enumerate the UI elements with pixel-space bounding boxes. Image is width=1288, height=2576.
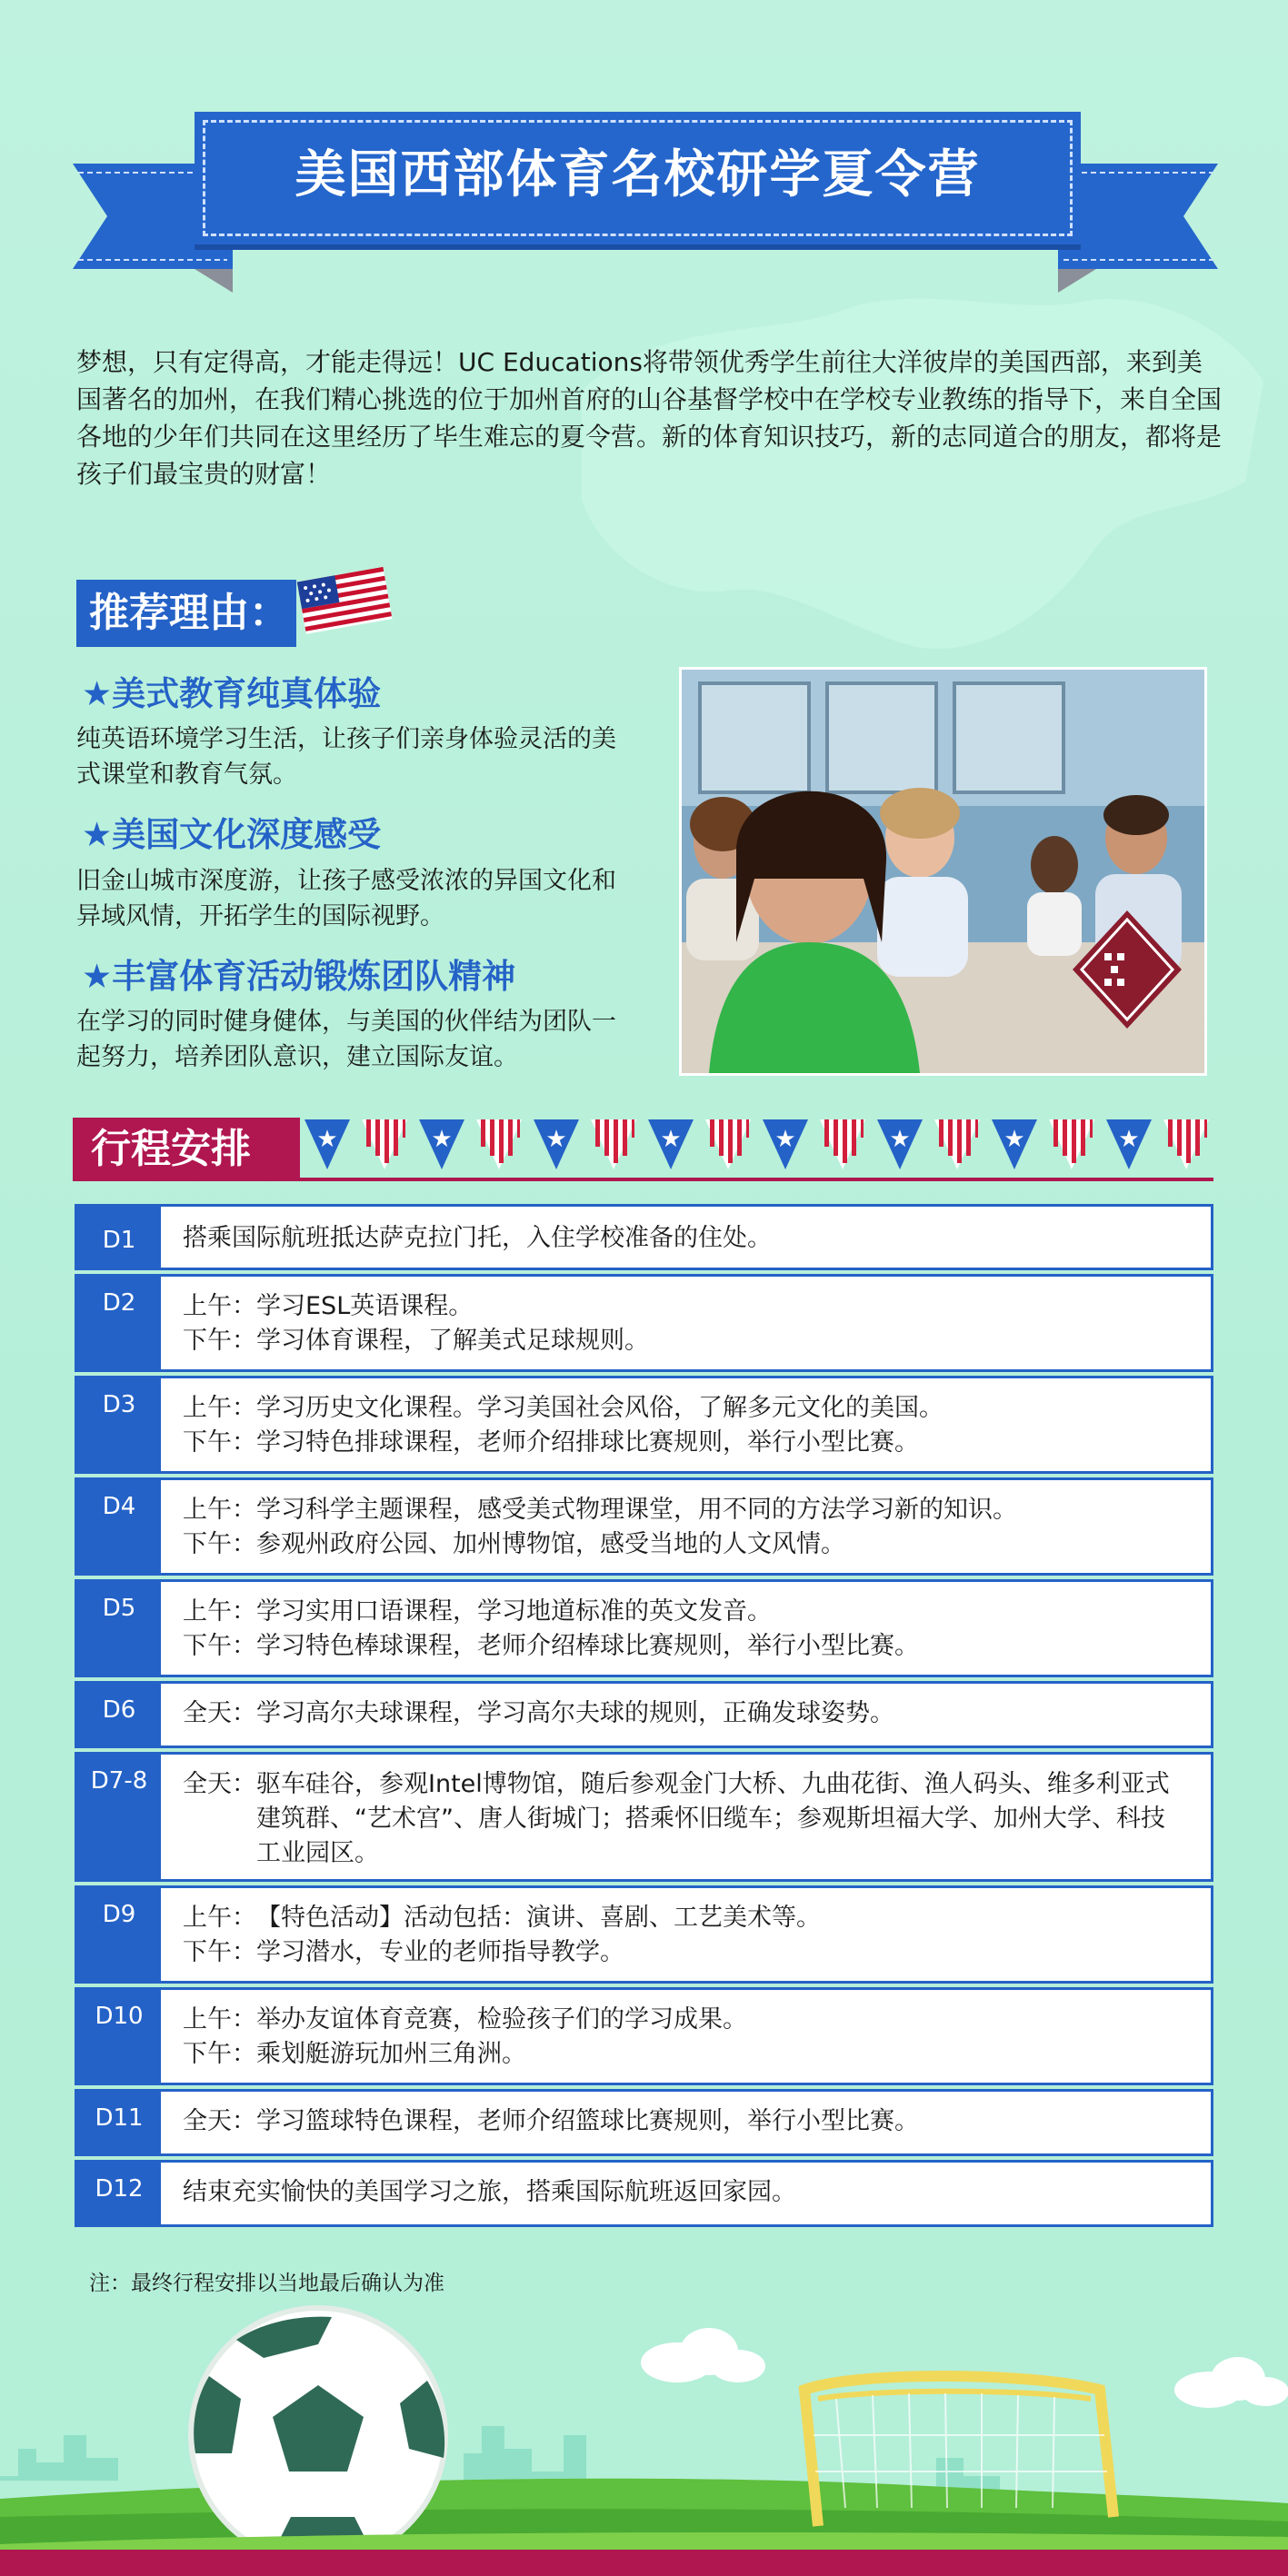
table-row <box>75 1987 1213 2085</box>
schedule-text: 【特色活动】活动包括：演讲、喜剧、工艺美术等。 <box>256 1904 821 1932</box>
table-row <box>75 1477 1213 1576</box>
page-title: 美国西部体育名校研学夏令营 <box>295 145 981 204</box>
day-label: D10 <box>77 1990 161 2083</box>
pennant-bunting <box>300 1119 1213 1179</box>
svg-text:★: ★ <box>316 1126 338 1153</box>
schedule-text: 乘划艇游玩加州三角洲。 <box>256 2040 526 2068</box>
time-prefix: 上午： <box>183 2005 256 2034</box>
soccer-ball-icon <box>191 2308 445 2562</box>
row-content <box>161 1755 1211 1879</box>
day-label: D3 <box>77 1378 161 1471</box>
time-prefix: 全天： <box>183 1699 256 1727</box>
table-row <box>75 1274 1213 1372</box>
time-prefix: 下午： <box>183 1428 256 1457</box>
time-prefix: 下午： <box>183 1530 256 1558</box>
day-label: D5 <box>77 1582 161 1675</box>
table-row <box>75 2089 1213 2156</box>
schedule-table <box>75 1204 1213 2231</box>
row-content <box>161 1990 747 2083</box>
table-row <box>75 2160 1213 2227</box>
schedule-text: 结束充实愉快的美国学习之旅，搭乘国际航班返回家园。 <box>183 2178 796 2206</box>
schedule-text: 驱车硅谷，参观Intel博物馆，随后参观金门大桥、九曲花街、渔人码头、维多利亚式建筑群、“艺术宫”、唐人街城门；搭乘怀旧缆车；参观斯坦福大学、加州大学、科技工业园区。 <box>256 1770 1170 1867</box>
schedule-text: 学习ESL英语课程。 <box>256 1292 474 1320</box>
reasons-label: 推荐理由： <box>76 580 296 647</box>
row-content <box>161 1480 1017 1573</box>
row-content <box>161 1378 944 1471</box>
day-label: D11 <box>77 2092 161 2153</box>
row-content <box>161 2163 796 2224</box>
day-label: D2 <box>77 1277 161 1369</box>
schedule-text: 学习特色棒球课程，老师介绍棒球比赛规则，举行小型比赛。 <box>256 1632 919 1660</box>
table-row <box>75 1681 1213 1748</box>
schedule-text: 参观州政府公园、加州博物馆，感受当地的人文风情。 <box>256 1530 845 1558</box>
schedule-text: 学习潜水，专业的老师指导教学。 <box>256 1938 624 1966</box>
day-label: D7-8 <box>77 1755 161 1879</box>
reason-text-2: 旧金山城市深度游，让孩子感受浓浓的异国文化和异域风情，开拓学生的国际视野。 <box>76 867 616 930</box>
table-row <box>75 1885 1213 1984</box>
time-prefix: 下午： <box>183 1938 256 1966</box>
schedule-text: 举办友谊体育竞赛，检验孩子们的学习成果。 <box>256 2005 747 2034</box>
row-content <box>161 1207 772 1268</box>
row-content <box>161 1277 649 1369</box>
table-row <box>75 1752 1213 1882</box>
bottom-scenery <box>0 2290 1288 2562</box>
schedule-text: 学习科学主题课程，感受美式物理课堂，用不同的方法学习新的知识。 <box>256 1496 1017 1524</box>
schedule-text: 搭乘国际航班抵达萨克拉门托，入住学校准备的住处。 <box>183 1224 772 1252</box>
day-label: D4 <box>77 1480 161 1573</box>
table-row <box>75 1376 1213 1474</box>
time-prefix: 上午： <box>183 1904 256 1932</box>
time-prefix: 下午： <box>183 1327 256 1355</box>
footnote: 注：最终行程安排以当地最后确认为准 <box>89 2272 444 2295</box>
table-row <box>75 1204 1213 1270</box>
time-prefix: 上午： <box>183 1496 256 1524</box>
reason-text-3: 在学习的同时健身健体，与美国的伙伴结为团队一起努力，培养团队意识，建立国际友谊。 <box>76 1008 616 1071</box>
row-content <box>161 1582 919 1675</box>
row-content <box>161 2092 919 2153</box>
schedule-text: 学习篮球特色课程，老师介绍篮球比赛规则，举行小型比赛。 <box>256 2107 919 2135</box>
table-row <box>75 1579 1213 1677</box>
schedule-text: 学习历史文化课程。学习美国社会风俗，了解多元文化的美国。 <box>256 1394 944 1422</box>
intro-paragraph: 梦想，只有定得高，才能走得远！UC Educations将带领优秀学生前往大洋彼岸的美国西部，来到美国著名的加州，在我们精心挑选的位于加州首府的山谷基督学校中在学校专业教练的指导下，来自全国各地的少年们共同在这里经历了毕生难忘的夏令营。新的体育知识技巧，新的志同道合的朋友，都将是孩子们最宝贵的财富！ <box>76 347 1223 489</box>
reason-title-3: ★丰富体育活动锻炼团队精神 <box>82 957 516 996</box>
reason-title-2: ★美国文化深度感受 <box>82 815 382 854</box>
schedule-divider <box>300 1178 1213 1181</box>
schedule-label: 行程安排 <box>73 1118 300 1181</box>
time-prefix: 全天： <box>183 2107 256 2135</box>
time-prefix: 全天： <box>183 1770 256 1798</box>
schedule-text: 学习高尔夫球课程，学习高尔夫球的规则，正确发球姿势。 <box>256 1699 894 1727</box>
day-label: D9 <box>77 1888 161 1981</box>
bottom-bar <box>0 2550 1288 2576</box>
day-label: D6 <box>77 1684 161 1746</box>
day-label: D12 <box>77 2163 161 2224</box>
time-prefix: 下午： <box>183 2040 256 2068</box>
time-prefix: 上午： <box>183 1394 256 1422</box>
us-flag-icon <box>294 563 394 636</box>
row-content <box>161 1684 894 1746</box>
reason-text-1: 纯英语环境学习生活，让孩子们亲身体验灵活的美式课堂和教育气氛。 <box>76 725 616 789</box>
row-content <box>161 1888 821 1981</box>
reason-title-1: ★美式教育纯真体验 <box>82 674 382 713</box>
schedule-text: 学习特色排球课程，老师介绍排球比赛规则，举行小型比赛。 <box>256 1428 919 1457</box>
schedule-text: 学习实用口语课程，学习地道标准的英文发音。 <box>256 1597 772 1626</box>
time-prefix: 上午： <box>183 1597 256 1626</box>
schedule-text: 学习体育课程，了解美式足球规则。 <box>256 1327 649 1355</box>
time-prefix: 上午： <box>183 1292 256 1320</box>
day-label: D1 <box>77 1207 161 1268</box>
classroom-photo <box>679 667 1207 1076</box>
time-prefix: 下午： <box>183 1632 256 1660</box>
